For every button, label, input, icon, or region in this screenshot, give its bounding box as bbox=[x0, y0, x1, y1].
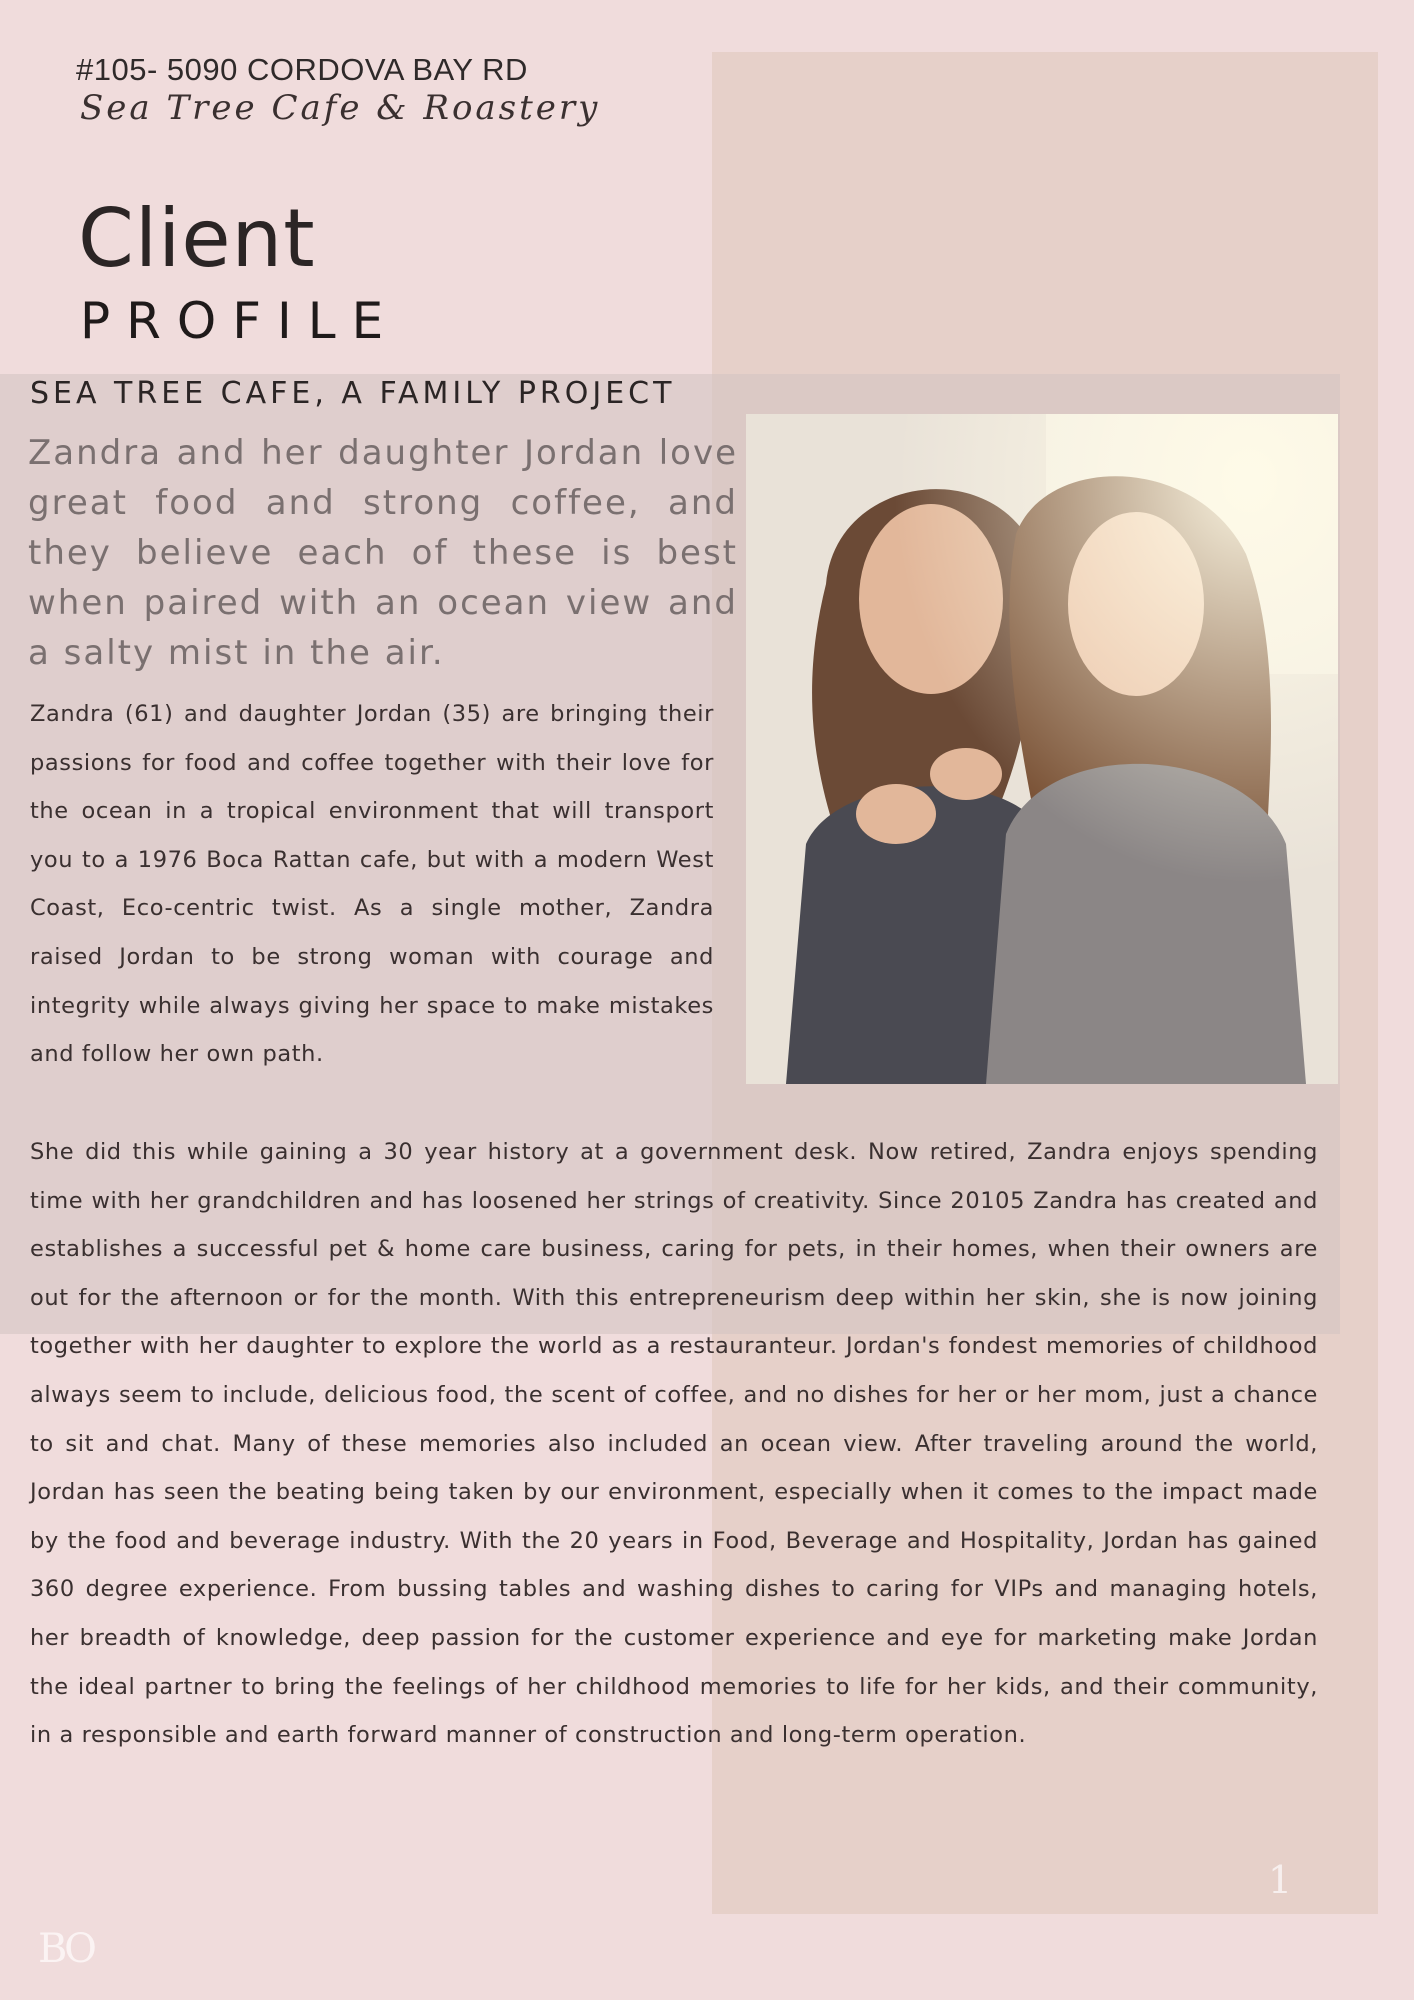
section-heading: SEA TREE CAFE, A FAMILY PROJECT bbox=[30, 376, 676, 411]
page-title-client: Client bbox=[78, 192, 316, 285]
body-paragraph-part2: She did this while gaining a 30 year history at a government desk. Now retired, Zandra enjoys spending time with her grandchildren and has loosened her strings of creativity. Since 20105 Zandra has created and establishes a successful pet & home care business, caring for pets, in their homes, when their owners are out for the afternoon or for the month. With this entrepreneurism deep within her skin, she is now joining together with her daughter to explore the world as a restauranteur. Jordan's fondest memories of childhood always seem to include, delicious food, the scent of coffee, and no dishes for her or her mom, just a chance to sit and chat. Many of these memories also included an ocean view. After traveling around the world, Jordan has seen the beating being taken by our environment, especially when it comes to the impact made by the food and beverage industry. With the 20 years in Food, Beverage and Hospitality, Jordan has gained 360 degree experience. From bussing tables and washing dishes to caring for VIPs and managing hotels, her breadth of knowledge, deep passion for the customer experience and eye for marketing make Jordan the ideal partner to bring the feelings of her childhood memories to life for her kids, and their community, in a responsible and earth forward manner of construction and long-term operation. bbox=[30, 1139, 1318, 1749]
client-photo bbox=[746, 414, 1338, 1084]
page-title-profile: PROFILE bbox=[80, 292, 400, 350]
body-paragraph-part1: Zandra (61) and daughter Jordan (35) are bringing their passions for food and coffee together with their love for the ocean in a tropical environment that will transport you to a 1976 Boca Rattan cafe, but with a modern West Coast, Eco-centric twist. As a single mother, Zandra raised Jordan to be strong woman with courage and integrity while always giving her space to make mistakes and follow her own path. bbox=[30, 701, 714, 1068]
business-address: #105- 5090 CORDOVA BAY RD bbox=[76, 52, 528, 87]
business-name-script: Sea Tree Cafe & Roastery bbox=[80, 88, 601, 128]
lead-paragraph: Zandra and her daughter Jordan love great food and strong coffee, and they believe each of these is best when paired with an ocean view and a salty mist in the air. bbox=[28, 433, 738, 673]
brand-logo: BO bbox=[38, 1926, 93, 1972]
client-photo-illustration bbox=[746, 414, 1338, 1084]
page-number: 1 bbox=[1268, 1858, 1293, 1902]
